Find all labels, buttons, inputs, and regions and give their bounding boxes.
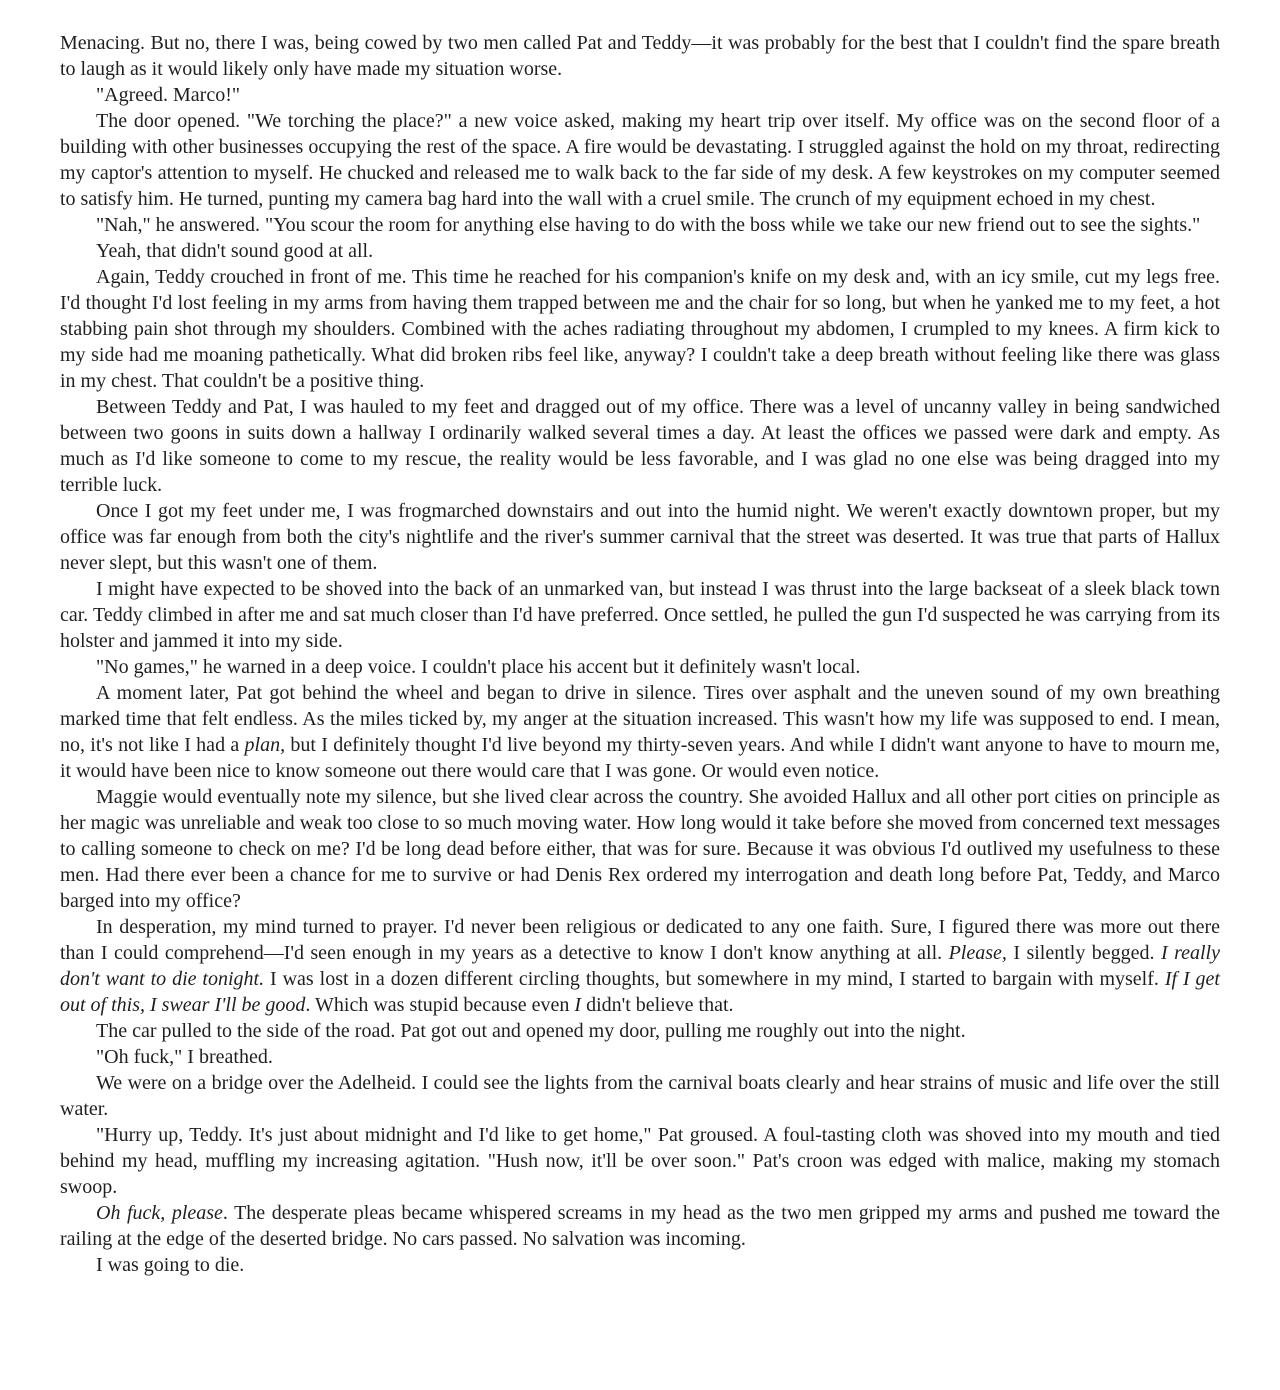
paragraph-7: Between Teddy and Pat, I was hauled to my feet and dragged out of my office. There was a level of uncanny valley in being sandwiched between two goons in suits down a hallway I ordinarily walked several times a day. At least the offices we passed were dark and empty. As much as I'd like someone to come to my rescue, the reality would be less favorable, and I was glad no one else was being dragged into my terrible luck. [60,396,1220,496]
italic-text: If I get out of this, I swear I'll be good [60,968,1220,1016]
paragraph-15: "Oh fuck," I breathed. [96,1046,273,1068]
italic-text: Please, [948,942,1007,964]
paragraph-3: The door opened. "We torching the place?" a new voice asked, making my heart trip over itself. My office was on the second floor of a building with other businesses occupying the rest of the space. A fire would be devastating. I struggled against the hold on my throat, redirecting my captor's attention to myself. He chucked and released me to walk back to the far side of my desk. A few keystrokes on my computer seemed to satisfy him. He turned, punting my camera bag hard into the wall with a cruel smile. The crunch of my equipment echoed in my chest. [60,110,1220,210]
paragraph-14: The car pulled to the side of the road. Pat got out and opened my door, pulling me roughly out into the night. [96,1020,966,1042]
paragraph-10: "No games," he warned in a deep voice. I couldn't place his accent but it definitely wasn't local. [96,656,861,678]
paragraph-1: Menacing. But no, there I was, being cowed by two men called Pat and Teddy—it was probably for the best that I couldn't find the spare breath to laugh as it would likely only have made my situation worse. [60,32,1220,80]
paragraph-17: "Hurry up, Teddy. It's just about midnight and I'd like to get home," Pat groused. A foul-tasting cloth was shoved into my mouth and tied behind my head, muffling my increasing agitation. "Hush now, it'll be over soon." Pat's croon was edged with malice, making my stomach swoop. [60,1124,1220,1198]
italic-text: plan, [244,734,286,756]
italic-text: I really don't want to die tonight. [60,942,1220,990]
paragraph-6: Again, Teddy crouched in front of me. This time he reached for his companion's knife on my desk and, with an icy smile, cut my legs free. I'd thought I'd lost feeling in my arms from having them trapped between me and the chair for so long, but when he yanked me to my feet, a hot stabbing pain shot through my shoulders. Combined with the aches radiating throughout my abdomen, I crumpled to my knees. A firm kick to my side had me moaning pathetically. What did broken ribs feel like, anyway? I couldn't take a deep breath without feeling like there was glass in my chest. That couldn't be a positive thing. [60,266,1220,392]
paragraph-9: I might have expected to be shoved into the back of an unmarked van, but instead I was thrust into the large backseat of a sleek black town car. Teddy climbed in after me and sat much closer than I'd have preferred. Once settled, he pulled the gun I'd suspected he was carrying from its holster and jammed it into my side. [60,578,1220,652]
paragraph-18: Oh fuck, please. The desperate pleas became whispered screams in my head as the two men gripped my arms and pushed me toward the railing at the edge of the deserted bridge. No cars passed. No salvation was incoming. [60,1202,1220,1250]
italic-text: Oh fuck, please [96,1202,223,1224]
paragraph-11: A moment later, Pat got behind the wheel and began to drive in silence. Tires over asphalt and the uneven sound of my own breathing marked time that felt endless. As the miles ticked by, my anger at the situation increased. This wasn't how my life was supposed to end. I mean, no, it's not like I had a plan, but I definitely thought I'd live beyond my thirty-seven years. And while I didn't want anyone to have to mourn me, it would have been nice to know someone out there would care that I was gone. Or would even notice. [60,682,1220,782]
document-page [60,30,1220,1278]
paragraph-16: We were on a bridge over the Adelheid. I could see the lights from the carnival boats clearly and hear strains of music and life over the still water. [60,1072,1220,1120]
paragraph-4: "Nah," he answered. "You scour the room for anything else having to do with the boss while we take our new friend out to see the sights." [96,214,1201,236]
paragraph-8: Once I got my feet under me, I was frogmarched downstairs and out into the humid night. We weren't exactly downtown proper, but my office was far enough from both the city's nightlife and the river's summer carnival that the street was deserted. It was true that parts of Hallux never slept, but this wasn't one of them. [60,500,1220,574]
paragraph-2: "Agreed. Marco!" [96,84,241,106]
italic-text: I [574,994,582,1016]
paragraph-19: I was going to die. [96,1254,245,1276]
paragraph-12: Maggie would eventually note my silence, but she lived clear across the country. She avoided Hallux and all other port cities on principle as her magic was unreliable and weak too close to so much moving water. How long would it take before she moved from concerned text messages to calling someone to check on me? I'd be long dead before either, that was for sure. Because it was obvious I'd outlived my usefulness to these men. Had there ever been a chance for me to survive or had Denis Rex ordered my interrogation and death long before Pat, Teddy, and Marco barged into my office? [60,786,1220,912]
paragraph-13: In desperation, my mind turned to prayer. I'd never been religious or dedicated to any one faith. Sure, I figured there was more out there than I could comprehend—I'd seen enough in my years as a detective to know I don't know anything at all. Please, I silently begged. I really don't want to die tonight. I was lost in a dozen different circling thoughts, but somewhere in my mind, I started to bargain with myself. If I get out of this, I swear I'll be good. Which was stupid because even I didn't believe that. [60,916,1220,1016]
paragraph-5: Yeah, that didn't sound good at all. [96,240,374,262]
